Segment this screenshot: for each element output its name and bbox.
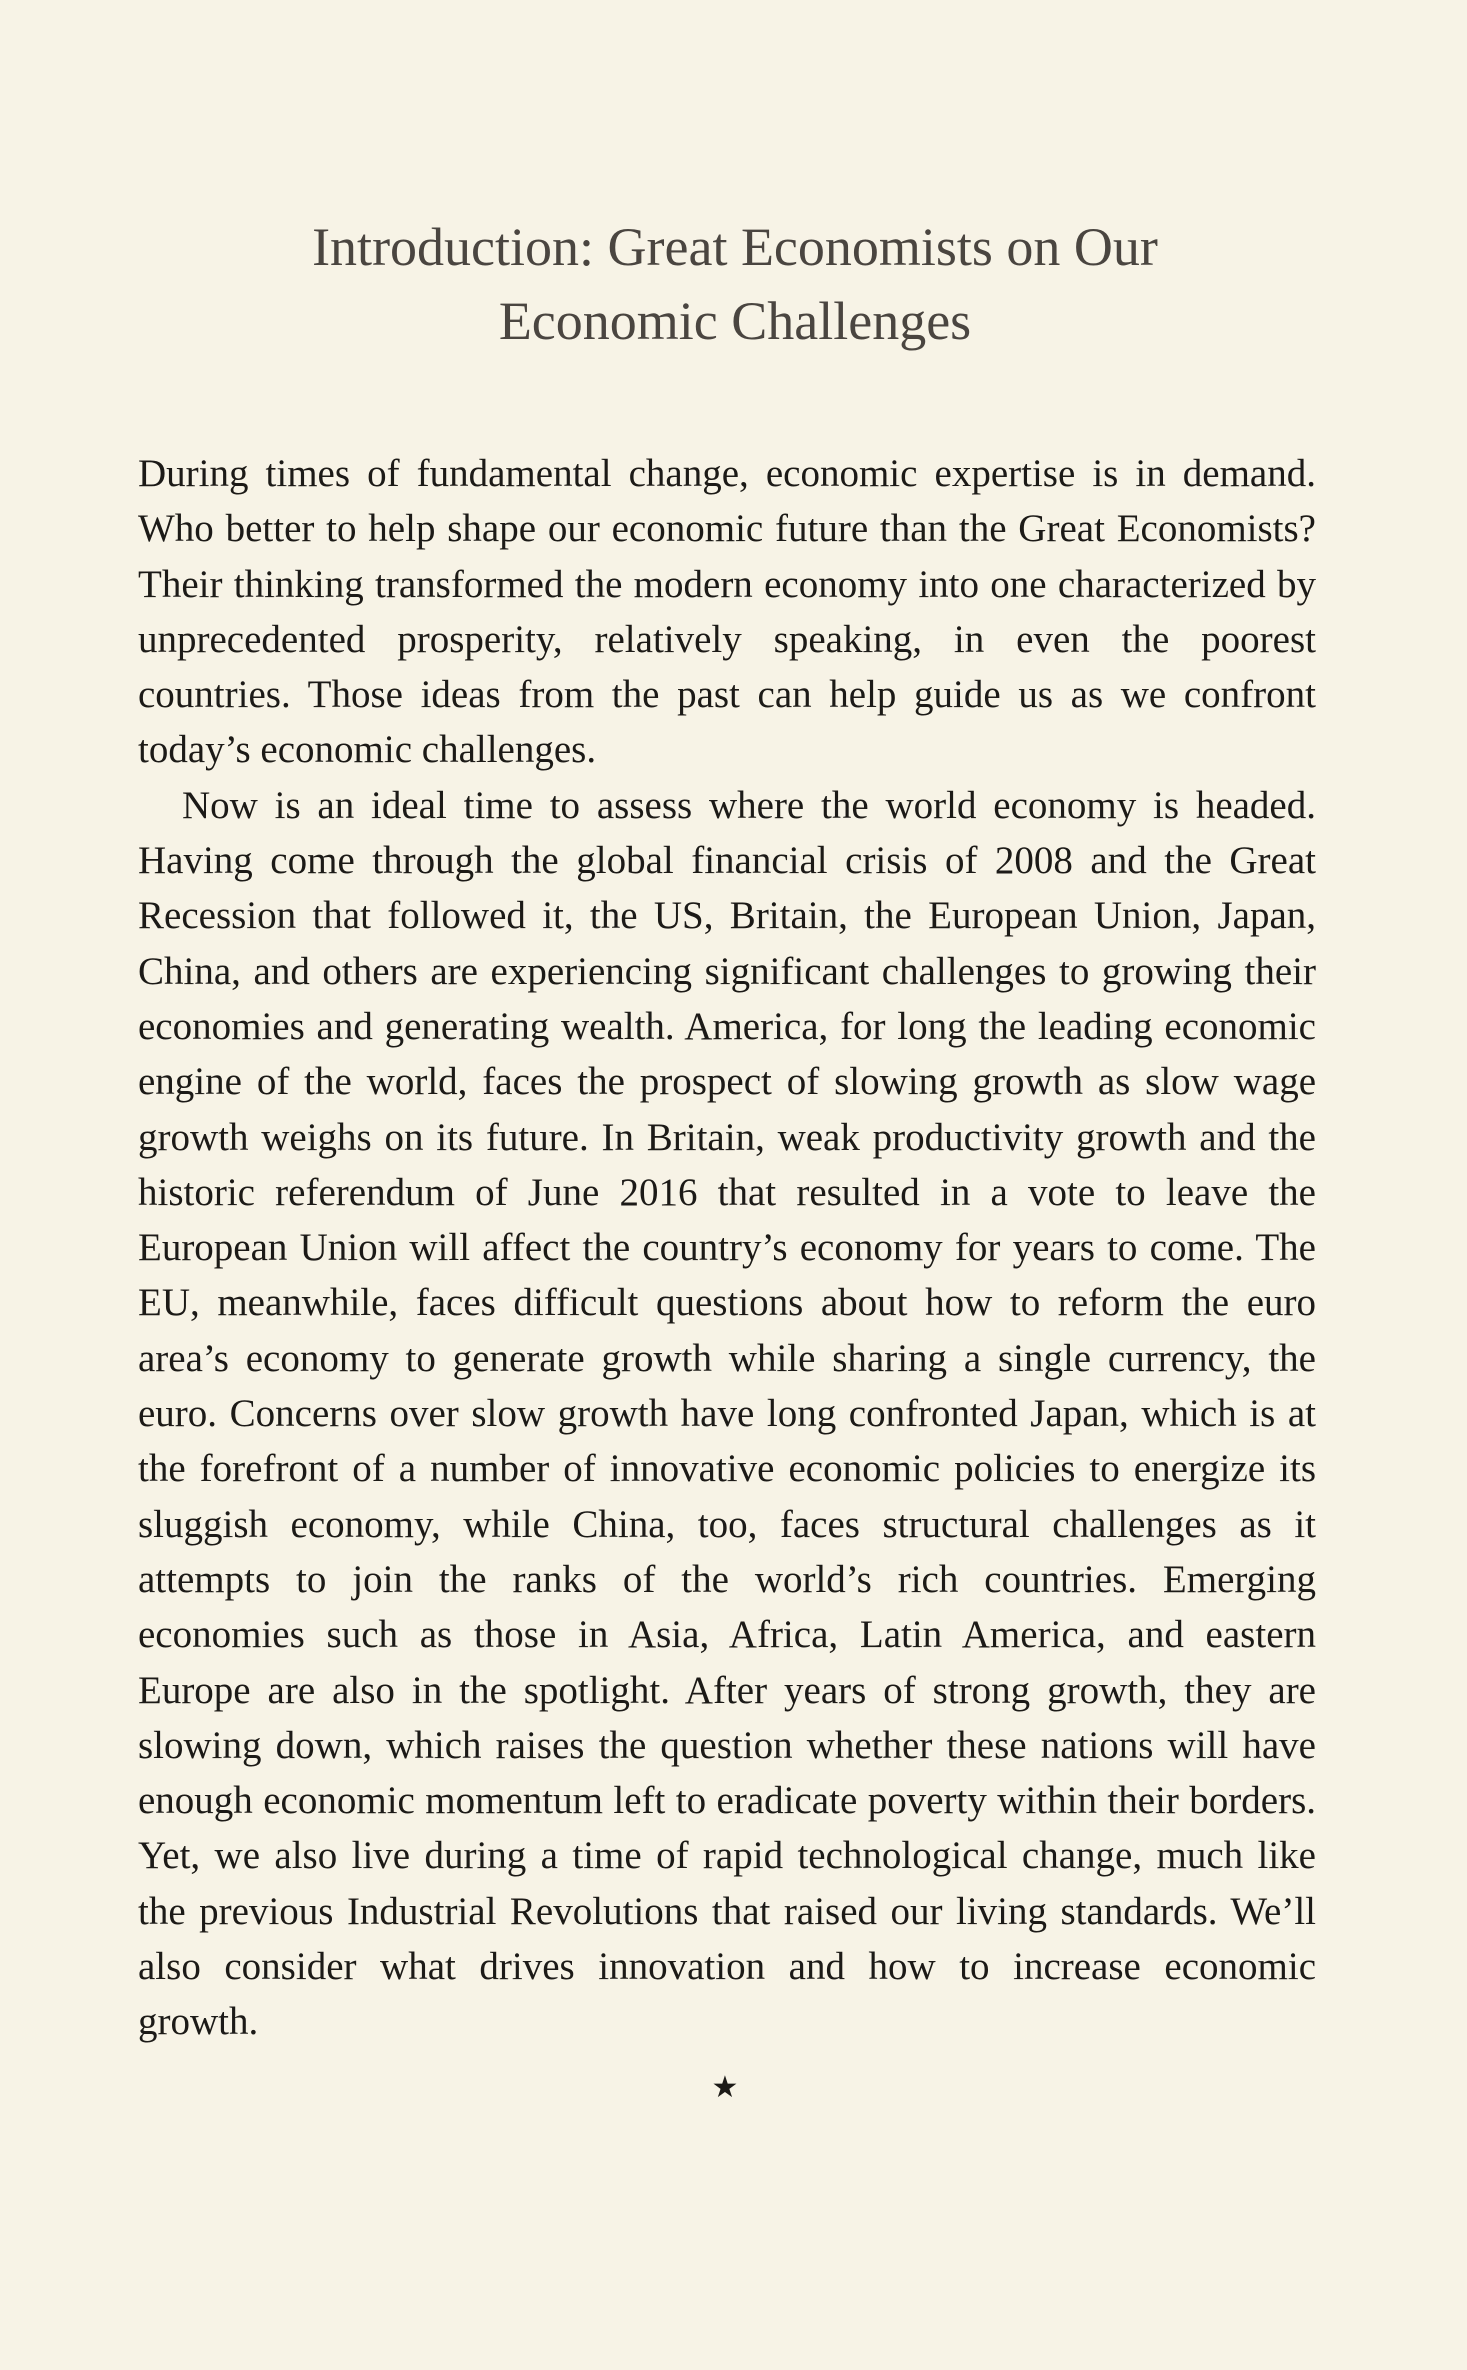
- chapter-title: [200, 210, 1270, 358]
- section-break-star-icon: ★: [711, 2070, 739, 2105]
- body-text: [138, 446, 1316, 2050]
- paragraph-2: Now is an ideal time to assess where the world economy is headed. Having come through the global financial crisis of 2008 and the Great Recession that followed it, the US, Britain, the European Union, Japan, China, and others are experiencing significant challenges to growing their economies and generating wealth. America, for long the leading economic engine of the world, faces the prospect of slowing growth as slow wage growth weighs on its future. In Britain, weak productivity growth and the historic referendum of June 2016 that resulted in a vote to leave the European Union will affect the country’s economy for years to come. The EU, meanwhile, faces difficult questions about how to reform the euro area’s economy to generate growth while sharing a single currency, the euro. Concerns over slow growth have long confronted Japan, which is at the forefront of a number of innovative economic policies to energize its sluggish economy, while China, too, faces structural challenges as it attempts to join the ranks of the world’s rich countries. Emerging economies such as those in Asia, Africa, Latin America, and eastern Europe are also in the spotlight. After years of strong growth, they are slowing down, which raises the question whether these nations will have enough economic momentum left to eradicate poverty within their borders. Yet, we also live during a time of rapid technological change, much like the previous Industrial Revolutions that raised our living standards. We’ll also consider what drives innovation and how to increase economic growth.: [138, 783, 1316, 2044]
- paragraph-1: During times of fundamental change, economic expertise is in demand. Who better to help shape our economic future than the Great Economists? Their thinking transformed the modern economy into one characterized by unprecedented prosperity, relatively speaking, in even the poorest countries. Those ideas from the past can help guide us as we confront today’s economic challenges.: [138, 452, 1316, 772]
- chapter-title-line-2: Economic Challenges: [498, 291, 972, 351]
- chapter-title-line-1: Introduction: Great Economists on Our: [312, 217, 1158, 277]
